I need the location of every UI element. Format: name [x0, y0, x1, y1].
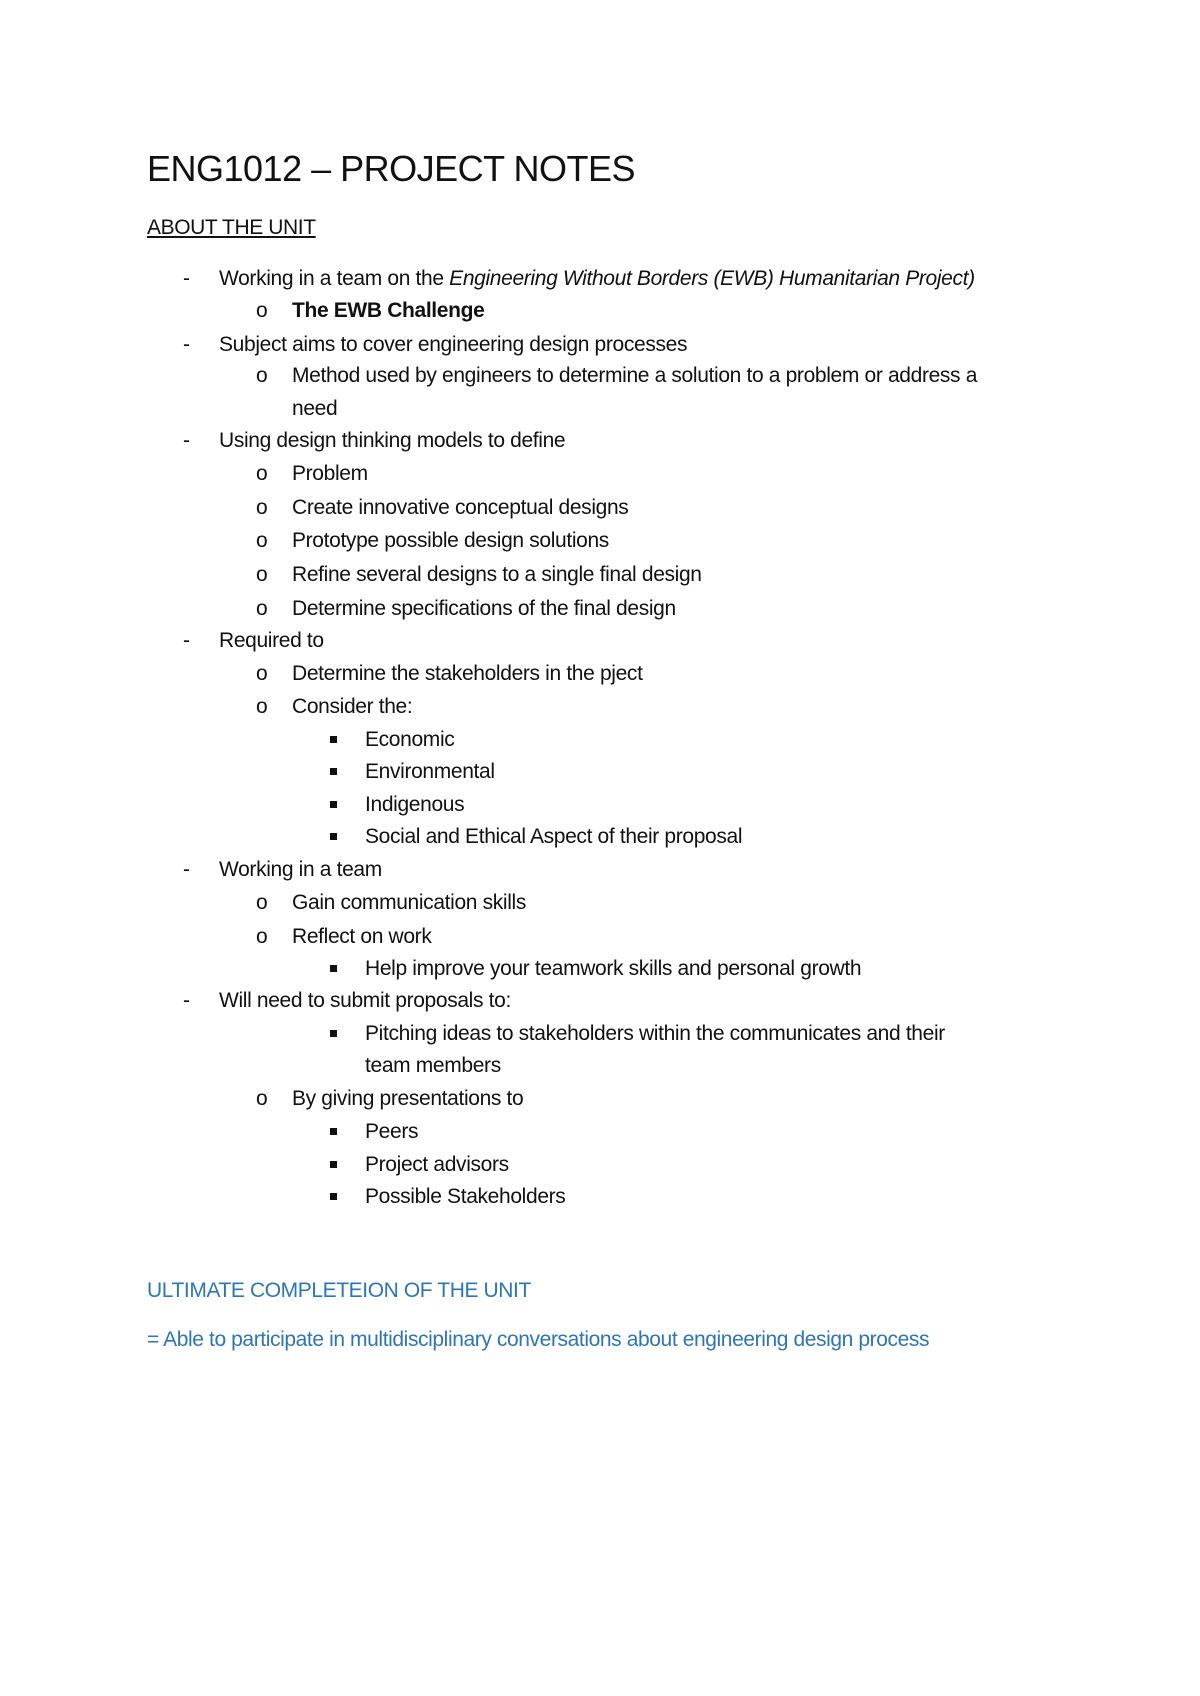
dash-marker: -: [183, 267, 190, 290]
sub-bullet-item: Refine several designs to a single final design: [292, 563, 702, 586]
circle-marker: o: [256, 529, 268, 552]
circle-marker: o: [256, 299, 268, 322]
dash-marker: -: [183, 629, 190, 652]
sub-sub-bullet-item: Possible Stakeholders: [365, 1185, 566, 1208]
sub-sub-bullet-item: Economic: [365, 728, 455, 751]
sub-sub-bullet-item: Project advisors: [365, 1153, 509, 1176]
completion-text: = Able to participate in multidisciplinary conversations about engineering design process: [147, 1328, 930, 1351]
square-marker: [330, 1030, 337, 1037]
sub-bullet-item: Determine specifications of the final design: [292, 597, 676, 620]
bullet-text: Working in a team on the: [219, 267, 450, 290]
bullet-item: Required to: [219, 629, 324, 652]
page-title: ENG1012 – PROJECT NOTES: [147, 148, 635, 189]
circle-marker: o: [256, 563, 268, 586]
circle-marker: o: [256, 695, 268, 718]
dash-marker: -: [183, 333, 190, 356]
square-marker: [330, 768, 337, 775]
square-marker: [330, 833, 337, 840]
circle-marker: o: [256, 925, 268, 948]
square-marker: [330, 1128, 337, 1135]
sub-bullet-item: Consider the:: [292, 695, 413, 718]
square-marker: [330, 801, 337, 808]
sub-bullet-continuation: need: [292, 397, 338, 420]
square-marker: [330, 965, 337, 972]
circle-marker: o: [256, 462, 268, 485]
circle-marker: o: [256, 891, 268, 914]
completion-heading: ULTIMATE COMPLETEION OF THE UNIT: [147, 1279, 531, 1302]
square-marker: [330, 736, 337, 743]
bullet-item: [219, 266, 975, 292]
bullet-italic-text: Engineering Without Borders (EWB) Humanitarian Project): [449, 267, 975, 290]
bullet-item: Will need to submit proposals to:: [219, 989, 511, 1012]
sub-sub-bullet-continuation: team members: [365, 1054, 501, 1077]
bullet-item: Using design thinking models to define: [219, 429, 566, 452]
sub-bullet-item: By giving presentations to: [292, 1087, 524, 1110]
circle-marker: o: [256, 662, 268, 685]
square-marker: [330, 1193, 337, 1200]
dash-marker: -: [183, 429, 190, 452]
sub-bullet-item: Method used by engineers to determine a solution to a problem or address a: [292, 364, 978, 387]
section-heading: ABOUT THE UNIT: [147, 216, 316, 239]
sub-sub-bullet-item: Environmental: [365, 760, 495, 783]
dash-marker: -: [183, 989, 190, 1012]
circle-marker: o: [256, 496, 268, 519]
sub-sub-bullet-item: Pitching ideas to stakeholders within the communicates and their: [365, 1022, 945, 1045]
sub-sub-bullet-item: Help improve your teamwork skills and personal growth: [365, 957, 862, 980]
circle-marker: o: [256, 1087, 268, 1110]
sub-sub-bullet-item: Peers: [365, 1120, 419, 1143]
dash-marker: -: [183, 858, 190, 881]
square-marker: [330, 1161, 337, 1168]
sub-bullet-item: Gain communication skills: [292, 891, 527, 914]
circle-marker: o: [256, 597, 268, 620]
sub-bullet-item: Problem: [292, 462, 368, 485]
sub-bullet-item: Create innovative conceptual designs: [292, 496, 629, 519]
sub-bullet-item: Determine the stakeholders in the pject: [292, 662, 643, 685]
circle-marker: o: [256, 364, 268, 387]
sub-bullet-item: Reflect on work: [292, 925, 432, 948]
sub-sub-bullet-item: Indigenous: [365, 793, 465, 816]
sub-bullet-item: The EWB Challenge: [292, 299, 485, 322]
sub-bullet-item: Prototype possible design solutions: [292, 529, 609, 552]
sub-sub-bullet-item: Social and Ethical Aspect of their proposal: [365, 825, 743, 848]
bullet-item: Working in a team: [219, 858, 382, 881]
bullet-item: Subject aims to cover engineering design processes: [219, 333, 688, 356]
